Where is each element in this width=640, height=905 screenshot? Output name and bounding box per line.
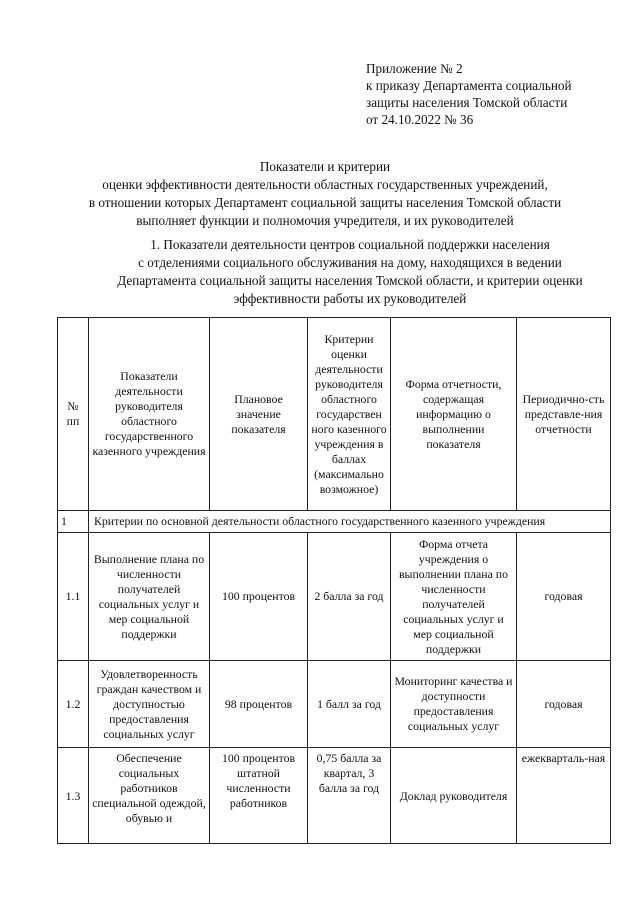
row-num: 1.1 [58,533,89,661]
header-indicator: Показатели деятельности руководителя областного государственного казенного учреждения [89,318,210,511]
row-indicator: Обеспечение социальных работников специальной одеждой, обувью и [89,748,210,844]
row-indicator: Выполнение плана по численности получателей социальных услуг и мер социальной поддержки [89,533,210,661]
row-num: 1.3 [58,748,89,844]
document-title [40,158,610,230]
row-report-form: Доклад руководителя [391,748,517,844]
title-line-3: в отношении которых Департамент социальной защиты населения Томской области [88,195,562,210]
row-indicator: Удовлетворенность граждан качеством и доступностью предоставления социальных услуг [89,661,210,748]
title-line-2: оценки эффективности деятельности областных государственных учреждений, [102,177,548,192]
row-periodicity: годовая [517,533,611,661]
table-header-row [58,318,611,511]
section-heading [80,236,620,308]
table-section-row [58,511,611,533]
row-periodicity: ежекварталь-ная [517,748,611,844]
section-line-1: 1. Показатели деятельности центров социальной поддержки населения [150,237,550,252]
row-planned: 98 процентов [210,661,308,748]
row-num: 1.2 [58,661,89,748]
table-row [58,748,611,844]
section-line-2: с отделениями социального обслуживания на дому, находящихся в ведении [138,255,562,270]
table-row [58,661,611,748]
row-criteria: 1 балл за год [308,661,391,748]
row-planned: 100 процентов штатной численности работников [210,748,308,844]
appendix-line-2: к приказу Департамента социальной [366,78,572,93]
row-planned: 100 процентов [210,533,308,661]
appendix-line-1: Приложение № 2 [366,61,463,76]
section-line-3: Департамента социальной защиты населения Томской области, и критерии оценки [117,273,583,288]
row-report-form: Мониторинг качества и доступности предоставления социальных услуг [391,661,517,748]
section-line-4: эффективности работы их руководителей [233,291,467,306]
appendix-line-3: защиты населения Томской области [366,95,568,110]
header-criteria: Критерии оценки деятельности руководителя областного государствен ного казенного учреждения в баллах (максимально возможное) [308,318,391,511]
header-report-form: Форма отчетности, содержащая информацию о выполнении показателя [391,318,517,511]
indicators-table [57,317,611,844]
row-criteria: 2 балла за год [308,533,391,661]
section-row-text: Критерии по основной деятельности областного государственного казенного учреждения [89,511,611,533]
row-report-form: Форма отчета учреждения о выполнении плана по численности получателей социальных услуг и мер социальной поддержки [391,533,517,661]
section-row-num: 1 [58,511,89,533]
table-row [58,533,611,661]
appendix-block [366,60,626,128]
row-periodicity: годовая [517,661,611,748]
header-num: № пп [58,318,89,511]
title-line-1: Показатели и критерии [259,159,391,174]
appendix-line-4: от 24.10.2022 № 36 [366,112,474,127]
header-planned: Плановое значение показателя [210,318,308,511]
title-line-4: выполняет функции и полномочия учредителя, и их руководителей [136,213,514,228]
row-criteria: 0,75 балла за квартал, 3 балла за год [308,748,391,844]
header-periodicity: Периодично-сть представле-ния отчетности [517,318,611,511]
